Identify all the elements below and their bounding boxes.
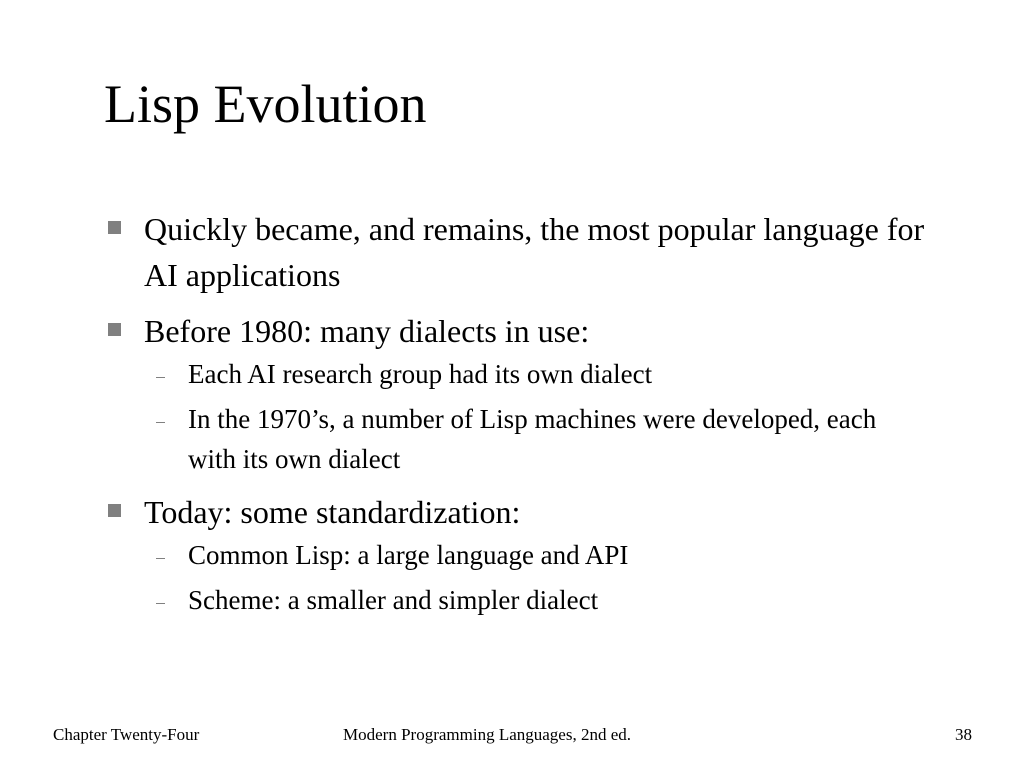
square-bullet-icon	[108, 221, 121, 234]
sub-bullet-text: Each AI research group had its own dialect	[188, 359, 653, 389]
sub-bullet-item	[152, 354, 928, 394]
dash-bullet-icon	[156, 603, 165, 604]
dash-bullet-icon	[156, 558, 165, 559]
bullet-list	[108, 206, 928, 630]
slide-title: Lisp Evolution	[104, 74, 427, 134]
sub-bullet-text: Common Lisp: a large language and API	[188, 540, 629, 570]
bullet-item	[108, 489, 928, 620]
sub-bullet-list	[144, 354, 928, 479]
page-number: 38	[955, 725, 972, 744]
sub-bullet-text: In the 1970’s, a number of Lisp machines were developed, each with its own dialect	[188, 404, 877, 474]
sub-bullet-list	[144, 535, 928, 620]
bullet-item	[108, 308, 928, 479]
footer-chapter: Chapter Twenty-Four	[53, 725, 200, 744]
bullet-text: Quickly became, and remains, the most popular language for AI applications	[144, 211, 925, 293]
dash-bullet-icon	[156, 422, 165, 423]
sub-bullet-text: Scheme: a smaller and simpler dialect	[188, 585, 599, 615]
bullet-text: Today: some standardization:	[144, 494, 521, 530]
footer-book-title: Modern Programming Languages, 2nd ed.	[343, 725, 631, 744]
square-bullet-icon	[108, 323, 121, 336]
dash-bullet-icon	[156, 377, 165, 378]
bullet-text: Before 1980: many dialects in use:	[144, 313, 590, 349]
square-bullet-icon	[108, 504, 121, 517]
bullet-item	[108, 206, 928, 298]
sub-bullet-item	[152, 580, 928, 620]
sub-bullet-item	[152, 399, 928, 479]
sub-bullet-item	[152, 535, 928, 575]
